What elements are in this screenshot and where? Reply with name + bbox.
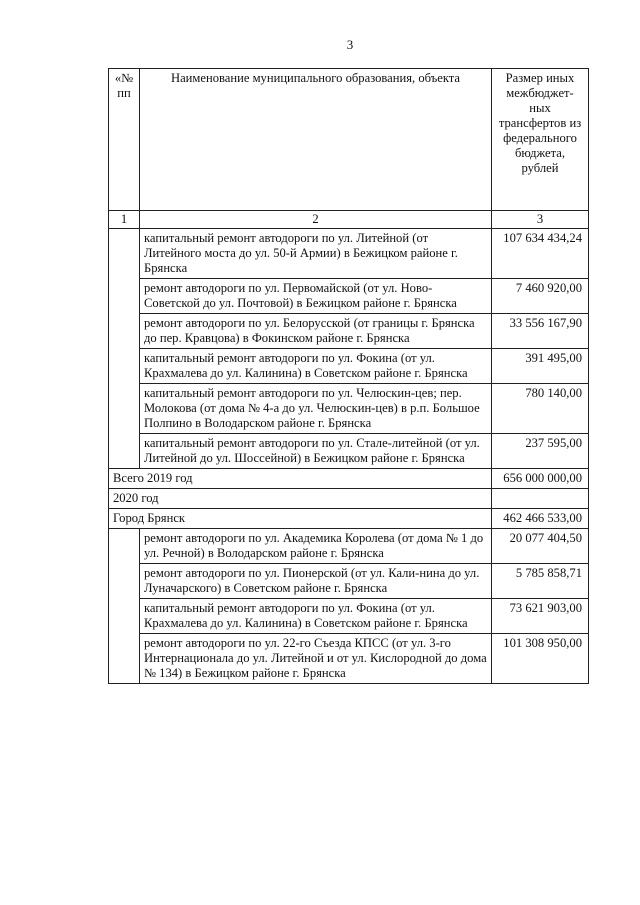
- header-number: «№ пп: [109, 69, 140, 211]
- index-cell: 2: [140, 211, 492, 229]
- transfers-table: [108, 68, 589, 684]
- table-row: [109, 634, 589, 684]
- table-row: [109, 434, 589, 469]
- year-2020-amount: [492, 489, 589, 509]
- amount-cell: 73 621 903,00: [492, 599, 589, 634]
- object-name: капитальный ремонт автодороги по ул. Стале-литейной (от ул. Литейной до ул. Шоссейной) в Бежицком районе г. Брянска: [140, 434, 492, 469]
- object-name: ремонт автодороги по ул. Белорусской (от границы г. Брянска до пер. Кравцова) в Фокинском районе г. Брянска: [140, 314, 492, 349]
- total-2019-row: [109, 469, 589, 489]
- index-cell: 1: [109, 211, 140, 229]
- year-2020-row: [109, 489, 589, 509]
- object-name: капитальный ремонт автодороги по ул. Литейной (от Литейного моста до ул. 50-й Армии) в Бежицком районе г. Брянска: [140, 229, 492, 279]
- object-name: ремонт автодороги по ул. Пионерской (от ул. Кали-нина до ул. Луначарского) в Советском районе г. Брянска: [140, 564, 492, 599]
- object-name: капитальный ремонт автодороги по ул. Фокина (от ул. Крахмалева до ул. Калинина) в Советском районе г. Брянска: [140, 349, 492, 384]
- object-name: ремонт автодороги по ул. Академика Королева (от дома № 1 до ул. Речной) в Володарском районе г. Брянска: [140, 529, 492, 564]
- table-row: [109, 349, 589, 384]
- page-number: 3: [346, 37, 354, 52]
- index-cell: 3: [492, 211, 589, 229]
- amount-cell: 5 785 858,71: [492, 564, 589, 599]
- amount-cell: 391 495,00: [492, 349, 589, 384]
- amount-cell: 237 595,00: [492, 434, 589, 469]
- amount-cell: 20 077 404,50: [492, 529, 589, 564]
- header-amount: Размер иных межбюджет-ных трансфертов из федерального бюджета, рублей: [492, 69, 589, 211]
- table-row: [109, 384, 589, 434]
- city-label: Город Брянск: [109, 509, 492, 529]
- year-2020-label: 2020 год: [109, 489, 492, 509]
- number-cell: [109, 229, 140, 469]
- table-row: [109, 529, 589, 564]
- city-amount: 462 466 533,00: [492, 509, 589, 529]
- amount-cell: 7 460 920,00: [492, 279, 589, 314]
- table-row: [109, 314, 589, 349]
- amount-cell: 101 308 950,00: [492, 634, 589, 684]
- total-2019-amount: 656 000 000,00: [492, 469, 589, 489]
- total-2019-label: Всего 2019 год: [109, 469, 492, 489]
- object-name: капитальный ремонт автодороги по ул. Фокина (от ул. Крахмалева до ул. Калинина) в Советском районе г. Брянска: [140, 599, 492, 634]
- table-header-row: [109, 69, 589, 211]
- table-row: [109, 564, 589, 599]
- amount-cell: 780 140,00: [492, 384, 589, 434]
- object-name: ремонт автодороги по ул. 22-го Съезда КПСС (от ул. 3-го Интернационала до ул. Литейной и от ул. Кислородной до дома № 134) в Бежицком районе г. Брянска: [140, 634, 492, 684]
- amount-cell: 107 634 434,24: [492, 229, 589, 279]
- object-name: ремонт автодороги по ул. Первомайской (от ул. Ново-Советской до ул. Почтовой) в Бежицком районе г. Брянска: [140, 279, 492, 314]
- index-row: [109, 211, 589, 229]
- header-name: Наименование муниципального образования, объекта: [140, 69, 492, 211]
- table-row: [109, 599, 589, 634]
- amount-cell: 33 556 167,90: [492, 314, 589, 349]
- table-row: [109, 229, 589, 279]
- city-row: [109, 509, 589, 529]
- number-cell: [109, 529, 140, 684]
- object-name: капитальный ремонт автодороги по ул. Челюскин-цев; пер. Молокова (от дома № 4-а до ул. Челюскин-цев) в р.п. Большое Полпино в Володарском районе г. Брянска: [140, 384, 492, 434]
- table-row: [109, 279, 589, 314]
